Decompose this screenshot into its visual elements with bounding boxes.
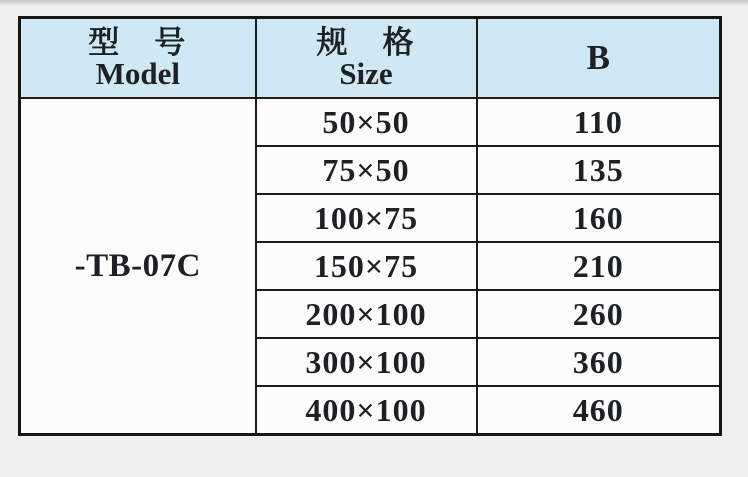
size-cell: 150×75 — [256, 242, 477, 290]
scan-shadow — [0, 0, 748, 6]
spec-table — [18, 16, 722, 436]
b-cell: 360 — [477, 338, 721, 386]
header-row — [20, 18, 721, 99]
size-cell: 300×100 — [256, 338, 477, 386]
model-cell: -TB-07C — [20, 98, 256, 435]
header-size-en: Size — [339, 56, 393, 91]
b-cell: 135 — [477, 146, 721, 194]
header-b-label: B — [586, 38, 610, 77]
b-cell: 260 — [477, 290, 721, 338]
table-row — [20, 98, 721, 146]
b-cell: 210 — [477, 242, 721, 290]
header-b — [477, 18, 721, 99]
size-cell: 100×75 — [256, 194, 477, 242]
size-cell: 75×50 — [256, 146, 477, 194]
header-size-zh: 规 格 — [316, 25, 416, 60]
header-model-en: Model — [95, 56, 180, 91]
b-cell: 160 — [477, 194, 721, 242]
header-model — [20, 18, 256, 99]
size-cell: 50×50 — [256, 98, 477, 146]
size-cell: 200×100 — [256, 290, 477, 338]
b-cell: 110 — [477, 98, 721, 146]
b-cell: 460 — [477, 386, 721, 435]
header-size — [256, 18, 477, 99]
size-cell: 400×100 — [256, 386, 477, 435]
header-model-zh: 型 号 — [88, 25, 188, 60]
